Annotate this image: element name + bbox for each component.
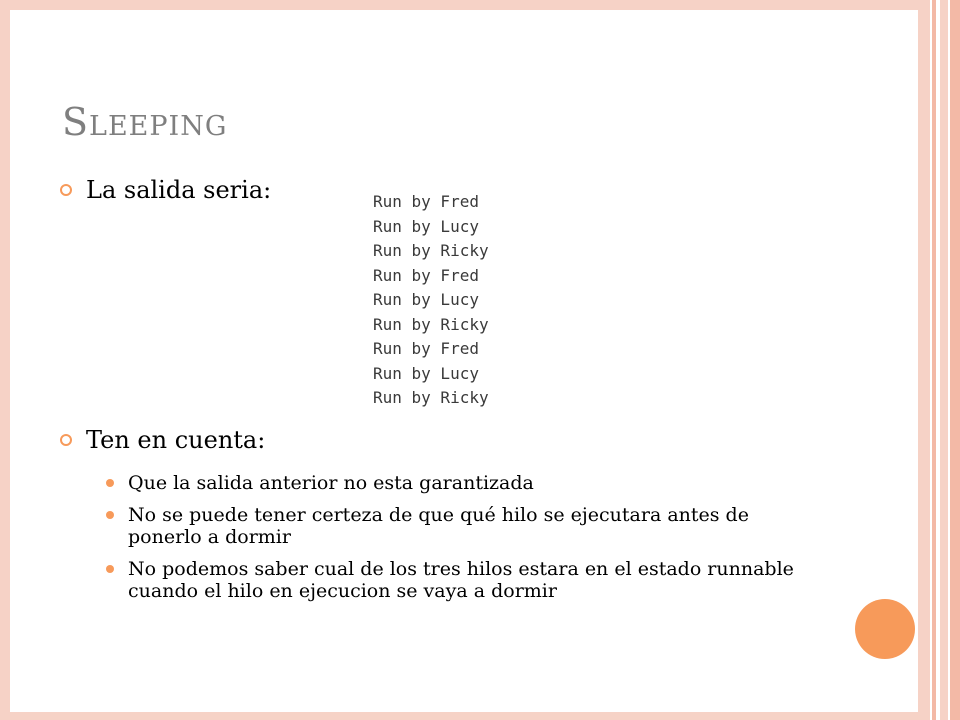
program-output	[373, 190, 489, 411]
notes-list	[106, 472, 826, 612]
dot-bullet-icon	[106, 511, 114, 519]
bullet-label: La salida seria:	[86, 176, 272, 204]
output-line: Run by Ricky	[373, 241, 489, 260]
dot-bullet-icon	[106, 479, 114, 487]
decorative-circle	[855, 599, 915, 659]
right-stripe	[918, 0, 930, 720]
output-line: Run by Fred	[373, 192, 479, 211]
output-line: Run by Lucy	[373, 363, 479, 383]
output-line: Run by Lucy	[373, 290, 479, 309]
bullet-label: Ten en cuenta:	[86, 426, 266, 454]
output-line: Run by Fred	[373, 265, 479, 285]
note-text: No se puede tener certeza de que qué hilo se ejecutara antes de ponerlo a dormir	[128, 504, 749, 548]
output-line: Run by Lucy	[373, 216, 479, 236]
frame-left-border	[0, 0, 10, 720]
list-item	[106, 472, 826, 494]
bullet-notes	[60, 426, 265, 454]
slide-title: Sleeping	[62, 100, 228, 144]
list-item	[106, 504, 826, 548]
frame-top-border	[0, 0, 920, 10]
output-line: Run by Ricky	[373, 314, 489, 334]
output-line: Run by Fred	[373, 339, 479, 358]
frame-bottom-border	[0, 712, 920, 720]
bullet-output	[60, 176, 271, 204]
right-stripe	[950, 0, 960, 720]
note-text: Que la salida anterior no esta garantizada	[128, 472, 534, 494]
ring-bullet-icon	[60, 434, 72, 446]
list-item	[106, 558, 826, 602]
right-stripe	[940, 0, 948, 720]
ring-bullet-icon	[60, 184, 72, 196]
output-line: Run by Ricky	[373, 388, 489, 407]
dot-bullet-icon	[106, 565, 114, 573]
note-text: No podemos saber cual de los tres hilos estara en el estado runnable cuando el hilo en ejecucion se vaya a dormir	[128, 558, 794, 602]
